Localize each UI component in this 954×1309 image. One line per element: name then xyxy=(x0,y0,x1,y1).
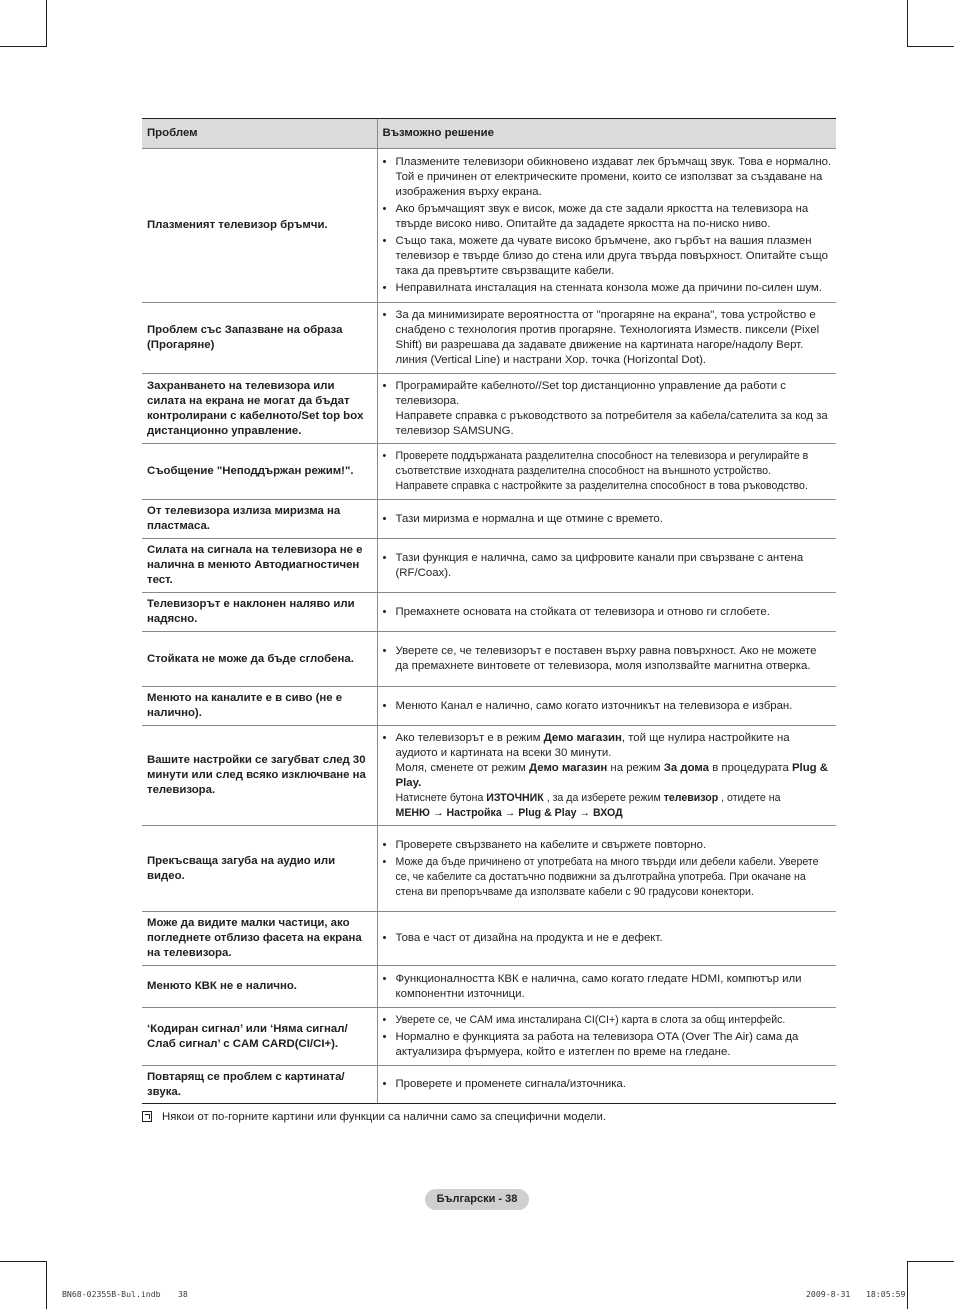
table-row xyxy=(142,687,836,726)
solution-item: • Нормално е функцията за работа на телевизора OTA (Over The Air) сама да актуализира фърмуера, който е изтеглен по време на гледане. xyxy=(378,1030,833,1060)
solution-item: • Неправилната инсталация на стенната конзола може да причини по-силен шум. xyxy=(378,281,833,296)
crop-mark xyxy=(46,1261,47,1309)
crop-mark xyxy=(907,46,954,47)
text-run: в процедурата xyxy=(709,761,792,774)
solution-item: • Това е част от дизайна на продукта и не е дефект. xyxy=(378,931,833,946)
crop-mark xyxy=(907,1261,954,1262)
print-date: 2009-8-31 xyxy=(806,1289,851,1299)
text-run: Ако телевизорът е в режим xyxy=(395,731,544,744)
text-run: , за да изберете режим xyxy=(543,791,664,804)
text-run: Натиснете бутона xyxy=(395,791,487,804)
solution-cell xyxy=(377,726,836,826)
footnote-text: Някои от по-горните картини или функции са налични само за специфични модели. xyxy=(162,1111,607,1123)
footnote xyxy=(142,1110,606,1125)
solution-item: • Плазмените телевизори обикновено издават лек бръмчащ звук. Това е нормално. Той е причинен от електрическите промени, които се използват за създаване на изображения върху екрана. xyxy=(378,155,833,200)
solution-item xyxy=(378,731,833,821)
problem-cell: Стойката не може да бъде сглобена. xyxy=(142,632,377,687)
solution-item: • Менюто Канал е налично, само когато източникът на телевизора е избран. xyxy=(378,699,833,714)
solution-item xyxy=(378,449,833,494)
troubleshooting-table xyxy=(142,118,836,1104)
problem-cell: Повтарящ се проблем с картината/звука. xyxy=(142,1066,377,1104)
problem-cell: Менюто на каналите е в сиво (не е налично). xyxy=(142,687,377,726)
solution-item: • Проверете свързването на кабелите и свържете повторно. xyxy=(378,838,833,853)
table-row xyxy=(142,500,836,539)
problem-cell: Прекъсваща загуба на аудио или видео. xyxy=(142,826,377,912)
bold-run: телевизор xyxy=(663,791,719,804)
crop-mark xyxy=(907,0,908,47)
problem-cell: Менюто КВК не е налично. xyxy=(142,966,377,1008)
page-number-badge: Български - 38 xyxy=(425,1189,529,1210)
table-row xyxy=(142,149,836,303)
solution-item: • Тази функция е налична, само за цифровите канали при свързване с антена (RF/Coax). xyxy=(378,551,833,581)
solution-item: • Тази миризма е нормална и ще отмине с времето. xyxy=(378,512,833,527)
table-row xyxy=(142,1066,836,1104)
bold-run: ИЗТОЧНИК xyxy=(486,791,544,804)
bold-run: Демо магазин xyxy=(543,731,622,744)
solution-cell xyxy=(377,593,836,632)
table-row xyxy=(142,966,836,1008)
text-run: на режим xyxy=(607,761,664,774)
solution-cell xyxy=(377,303,836,374)
crop-mark xyxy=(0,46,47,47)
table-row xyxy=(142,632,836,687)
table-row xyxy=(142,444,836,500)
table-row xyxy=(142,593,836,632)
solution-item: • Уверете се, че CAM има инсталирана CI(CI+) карта в слота за общ интерфейс. xyxy=(378,1013,833,1028)
problem-cell: Проблем със Запазване на образа (Прогаряне) xyxy=(142,303,377,374)
solution-cell xyxy=(377,539,836,593)
solution-cell xyxy=(377,149,836,303)
solution-cell xyxy=(377,500,836,539)
solution-line: Направете справка с ръководството за потребителя за кабела/сателита за код за телевизор SAMSUNG. xyxy=(395,409,828,437)
crop-mark xyxy=(46,0,47,47)
solution-cell xyxy=(377,632,836,687)
problem-cell: Може да видите малки частици, ако погледнете отблизо фасета на екрана на телевизора. xyxy=(142,912,377,966)
table-row xyxy=(142,726,836,826)
problem-cell: ‘Кодиран сигнал’ или ‘Няма сигнал/ Слаб сигнал’ с CAM CARD(CI/CI+). xyxy=(142,1008,377,1066)
bold-run: Демо магазин xyxy=(529,761,608,774)
note-icon xyxy=(142,1111,152,1122)
solution-cell xyxy=(377,687,836,726)
solution-cell xyxy=(377,966,836,1008)
solution-line: Проверете поддържаната разделителна способност на телевизора и регулирайте в съответствие изходната разделителна способност на външното устройство. xyxy=(395,450,809,477)
solution-item: • Функционалността КВК е налична, само когато гледате HDMI, компютър или компонентни източници. xyxy=(378,972,833,1002)
solution-item: • Може да бъде причинено от употребата на много твърди или дебели кабели. Уверете се, че кабелите са достатъчно подвижни за дълготрайна употреба. При окачане на стена ви препоръчваме да използвате кабели с 90 градусови конектори. xyxy=(378,855,833,900)
problem-cell: Силата на сигнала на телевизора не е налична в менюто Автодиагностичен тест. xyxy=(142,539,377,593)
table-header-row xyxy=(142,119,836,149)
solution-item: • Премахнете основата на стойката от телевизора и отново ги сглобете. xyxy=(378,605,833,620)
solution-line: Програмирайте кабелното//Set top дистанционно управление да работи с телевизора. xyxy=(395,379,786,407)
solution-cell xyxy=(377,1008,836,1066)
table-row xyxy=(142,374,836,444)
solution-cell xyxy=(377,912,836,966)
solution-item: • За да минимизирате вероятността от "прогаряне на екрана", това устройство е снабдено с технология против прогаряне. Технологията Изместв. пиксели (Pixel Shift) ви разрешава да задавате движение на картината нагоре/надолу Верт. линия (Vertical Line) и настрани Хор. точка (Horizontal Dot). xyxy=(378,308,833,368)
solution-item xyxy=(378,379,833,439)
bold-run: Plug & Play. xyxy=(395,761,829,789)
print-page-number: 38 xyxy=(178,1289,188,1299)
solution-cell xyxy=(377,826,836,912)
print-time: 18:05:59 xyxy=(866,1289,906,1299)
table-row xyxy=(142,303,836,374)
solution-cell xyxy=(377,1066,836,1104)
solution-item: • Проверете и променете сигнала/източника. xyxy=(378,1077,833,1092)
crop-mark xyxy=(907,1261,908,1309)
problem-cell: Вашите настройки се загубват след 30 минути или след всяко изключване на телевизора. xyxy=(142,726,377,826)
problem-cell: Съобщение "Неподдържан режим!". xyxy=(142,444,377,500)
table-row xyxy=(142,912,836,966)
table-row xyxy=(142,1008,836,1066)
crop-mark xyxy=(0,1261,47,1262)
column-header-solution: Възможно решение xyxy=(377,119,836,149)
solution-cell xyxy=(377,374,836,444)
table-row xyxy=(142,539,836,593)
print-file-name: BN68-02355B-Bul.indb xyxy=(62,1289,161,1299)
solution-line: Направете справка с настройките за разделителна способност в това ръководство. xyxy=(395,480,808,492)
problem-cell: Захранването на телевизора или силата на екрана не могат да бъдат контролирани с кабелното/Set top box дистанционно управление. xyxy=(142,374,377,444)
problem-cell: Телевизорът е наклонен наляво или надясно. xyxy=(142,593,377,632)
solution-item: • Също така, можете да чувате високо бръмчене, ако гърбът на вашия плазмен телевизор е твърде близо до стена или друга твърда повърхност. Опитайте също така да превъртите свързващите кабели. xyxy=(378,234,833,279)
solution-cell xyxy=(377,444,836,500)
column-header-problem: Проблем xyxy=(142,119,377,149)
problem-cell: Плазменият телевизор бръмчи. xyxy=(142,149,377,303)
table-row xyxy=(142,826,836,912)
problem-cell: От телевизора излиза миризма на пластмаса. xyxy=(142,500,377,539)
solution-item: • Ако бръмчащият звук е висок, може да сте задали яркостта на телевизора на твърде високо ниво. Опитайте да зададете яркостта на по-ниско ниво. xyxy=(378,202,833,232)
text-run: , отидете на xyxy=(718,791,781,804)
solution-item: • Уверете се, че телевизорът е поставен върху равна повърхност. Ако не можете да премахнете винтовете от телевизора, моля използвайте магнитна отверка. xyxy=(378,644,833,674)
text-run: Моля, сменете от режим xyxy=(395,761,530,774)
text-run: , той ще нулира настройките на аудиото и картината на всеки 30 минути. xyxy=(395,731,790,759)
bold-run: За дома xyxy=(663,761,710,774)
bold-run: МЕНЮ → Настройка → Plug & Play → ВХОД xyxy=(395,806,623,819)
